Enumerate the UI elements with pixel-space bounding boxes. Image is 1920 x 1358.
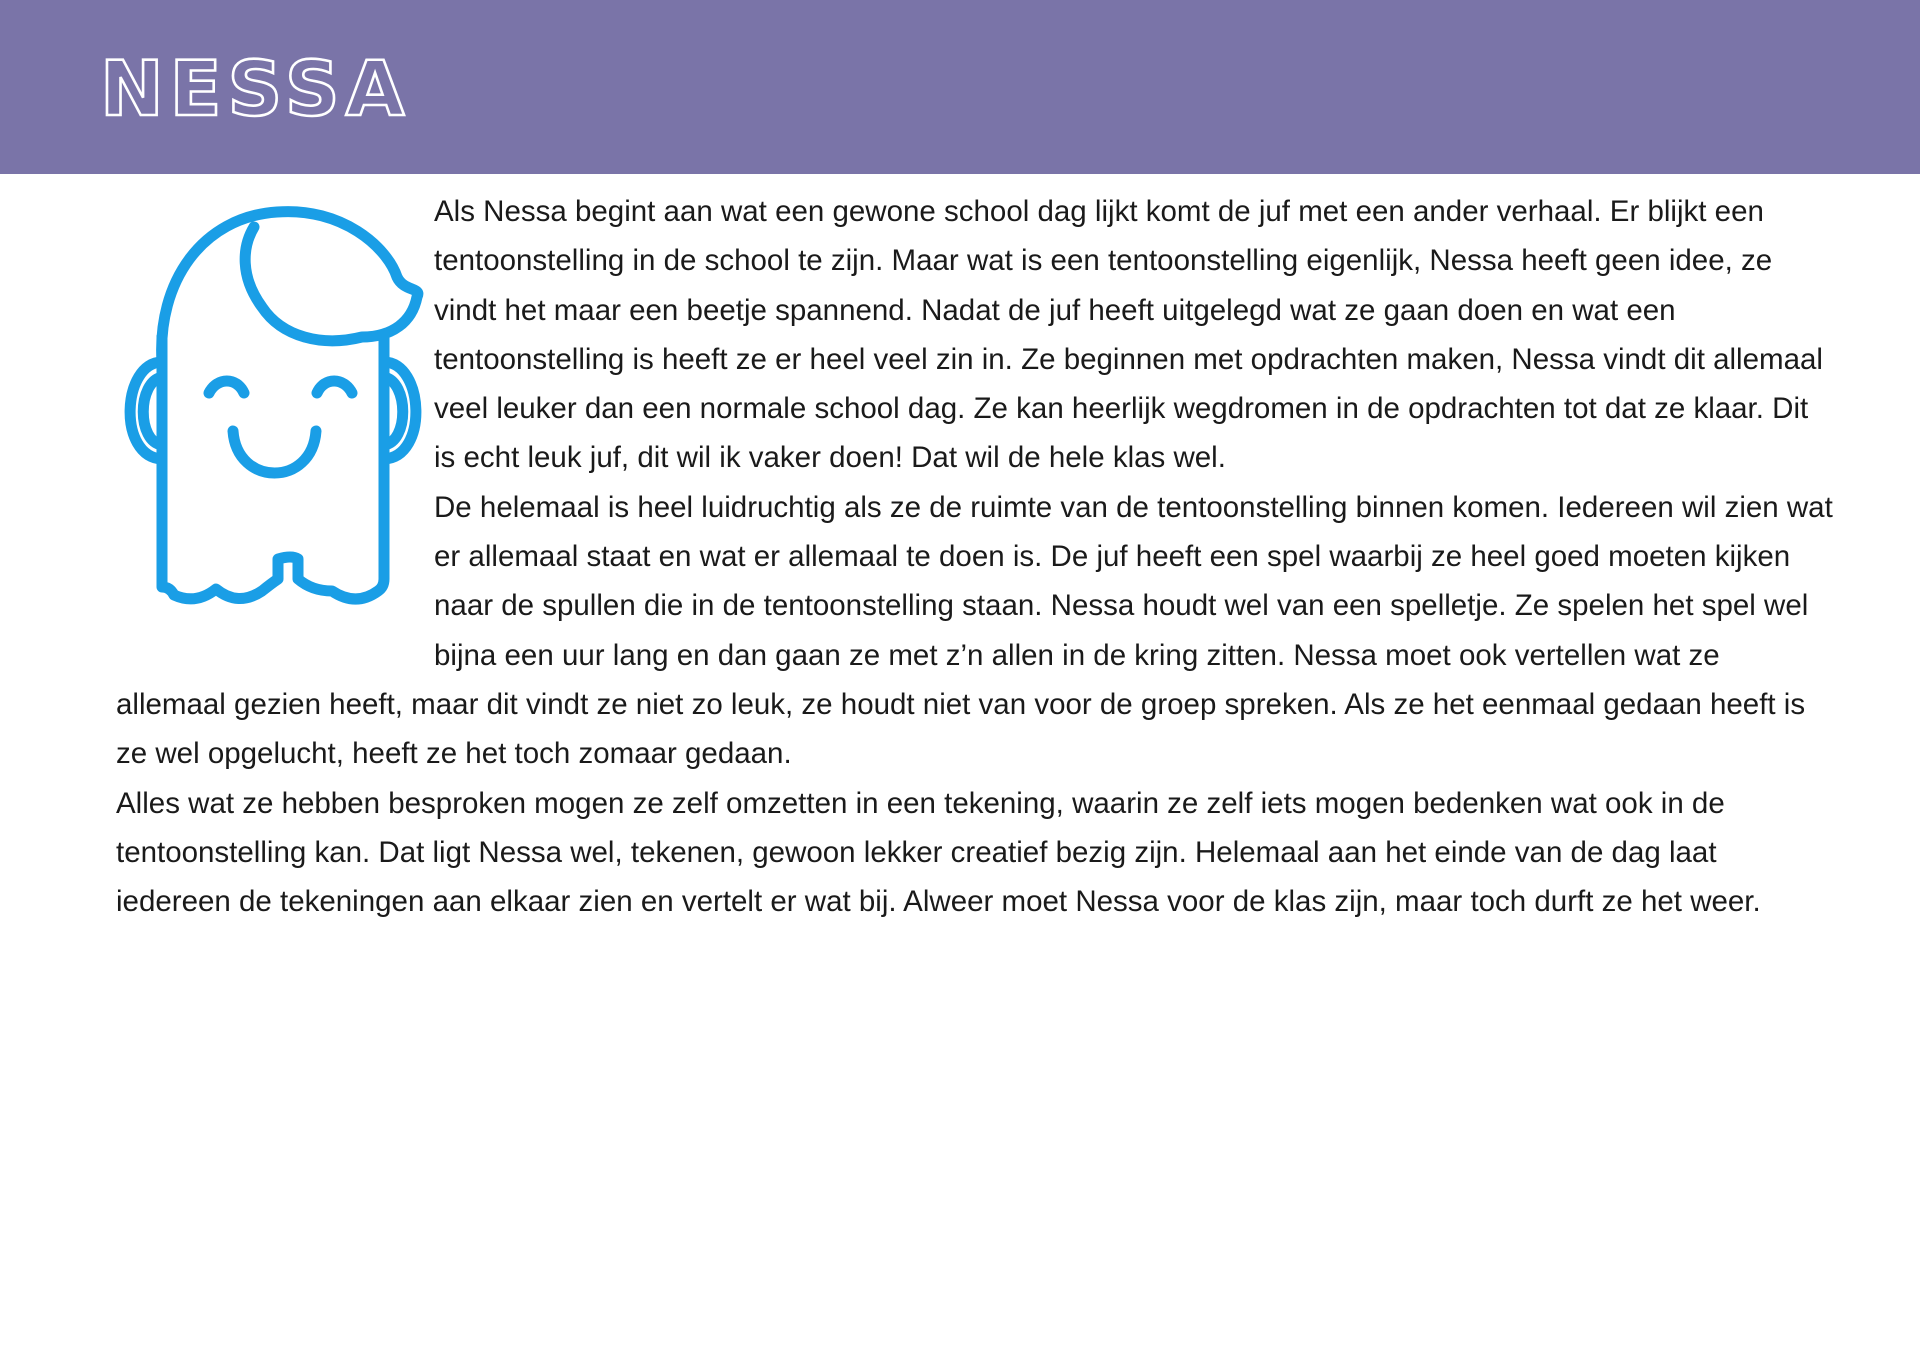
page-title-text: NESSA [100,44,411,133]
smiling-character-icon [112,187,434,631]
story-content [116,187,1836,926]
page-title [98,40,518,133]
story-paragraph-1: Als Nessa begint aan wat een gewone school dag lijkt komt de juf met een ander verhaal. Er blijkt een tentoonstelling in de school te zijn. Maar wat is een tentoonstelling eigenlijk, Nessa heeft geen idee, ze vindt het maar een beetje spannend. Nadat de juf heeft uitgelegd wat ze gaan doen en wat een tentoonstelling is heeft ze er heel veel zin in. Ze beginnen met opdrachten maken, Nessa vindt dit allemaal veel leuker dan een normale school dag. Ze kan heerlijk wegdromen in de opdrachten tot dat ze klaar. Dit is echt leuk juf, dit wil ik vaker doen! Dat wil de hele klas wel. [434,195,1823,475]
story-paragraph-3: Alles wat ze hebben besproken mogen ze zelf omzetten in een tekening, waarin ze zelf iets mogen bedenken wat ook in de tentoonstelling kan. Dat ligt Nessa wel, tekenen, gewoon lekker creatief bezig zijn. Helemaal aan het einde van de dag laat iedereen de tekeningen aan elkaar zien en vertelt er wat bij. Alweer moet Nessa voor de klas zijn, maar toch durft ze het weer. [116,786,1761,919]
story-paragraph-2: De helemaal is heel luidruchtig als ze de ruimte van de tentoonstelling binnen komen. Iedereen wil zien wat er allemaal staat en wat er allemaal te doen is. De juf heeft een spel waarbij ze heel goed moeten kijken naar de spullen die in de tentoonstelling staan. Nessa houdt wel van een spelletje. Ze spelen het spel wel bijna een uur lang en dan gaan ze met z’n allen in de kring zitten. Nessa moet ook vertellen wat ze allemaal gezien heeft, maar dit vindt ze niet zo leuk, ze houdt niet van voor de groep spreken. Als ze het eenmaal gedaan heeft is ze wel opgelucht, heeft ze het toch zomaar gedaan. [116,490,1833,771]
